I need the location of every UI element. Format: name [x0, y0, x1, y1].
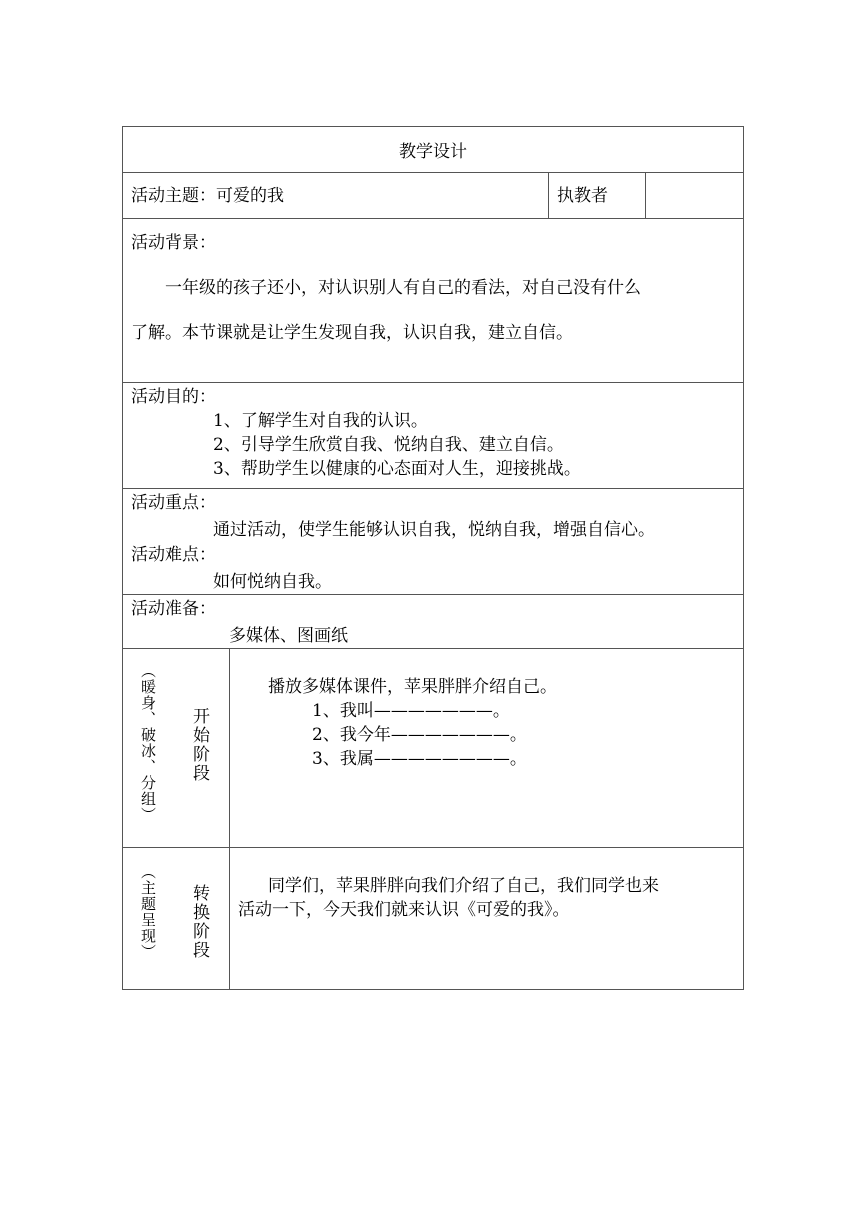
stage2-content	[230, 848, 744, 990]
teacher-value	[646, 173, 744, 219]
key-points-row	[123, 489, 744, 595]
key-points-cell	[123, 489, 744, 595]
difficulty-text: 如何悦纳自我。	[213, 572, 332, 592]
teacher-label: 执教者	[549, 173, 646, 219]
key-points-label: 活动重点：	[131, 493, 216, 513]
stage1-content	[230, 649, 744, 848]
preparation-text: 多媒体、图画纸	[229, 626, 348, 646]
goal-item: 2、引导学生欣赏自我、悦纳自我、建立自信。	[213, 435, 564, 455]
stage2-line1: 同学们，苹果胖胖向我们介绍了自己，我们同学也来	[268, 876, 659, 896]
table-title: 教学设计	[123, 127, 744, 173]
background-label: 活动背景：	[131, 233, 216, 253]
stage1-paren: （暖身、破冰、分组）	[139, 663, 157, 823]
difficulty-label: 活动难点：	[131, 545, 216, 565]
title-row	[123, 127, 744, 173]
stage2-paren: （主题呈现）	[139, 864, 157, 960]
stage2-label-cell	[123, 848, 230, 990]
key-points-text: 通过活动，使学生能够认识自我，悦纳自我，增强自信心。	[213, 520, 655, 540]
preparation-row	[123, 595, 744, 649]
goals-cell	[123, 383, 744, 489]
stage1-name: 开始阶段	[189, 707, 209, 783]
stage2-name: 转换阶段	[189, 884, 209, 960]
goals-label: 活动目的：	[131, 387, 216, 407]
topic-label: 活动主题：可爱的我	[123, 173, 549, 219]
background-cell	[123, 219, 744, 383]
background-line2: 了解。本节课就是让学生发现自我，认识自我，建立自信。	[131, 323, 573, 343]
stage2-line2: 活动一下，今天我们就来认识《可爱的我》。	[238, 900, 570, 920]
stage2-row	[123, 848, 744, 990]
stage1-item: 3、我属————————。	[312, 749, 527, 769]
background-row	[123, 219, 744, 383]
goal-item: 3、帮助学生以健康的心态面对人生，迎接挑战。	[213, 459, 581, 479]
preparation-cell	[123, 595, 744, 649]
stage1-intro: 播放多媒体课件，苹果胖胖介绍自己。	[268, 677, 557, 697]
preparation-label: 活动准备：	[131, 599, 216, 619]
stage1-label-cell	[123, 649, 230, 848]
topic-row	[123, 173, 744, 219]
background-line1: 一年级的孩子还小，对认识别人有自己的看法，对自己没有什么	[165, 278, 641, 298]
stage1-row	[123, 649, 744, 848]
stage1-item: 2、我今年———————。	[312, 725, 527, 745]
goals-row	[123, 383, 744, 489]
stage1-item: 1、我叫———————。	[312, 701, 510, 721]
goal-item: 1、了解学生对自我的认识。	[213, 411, 428, 431]
lesson-plan-table	[122, 126, 744, 990]
